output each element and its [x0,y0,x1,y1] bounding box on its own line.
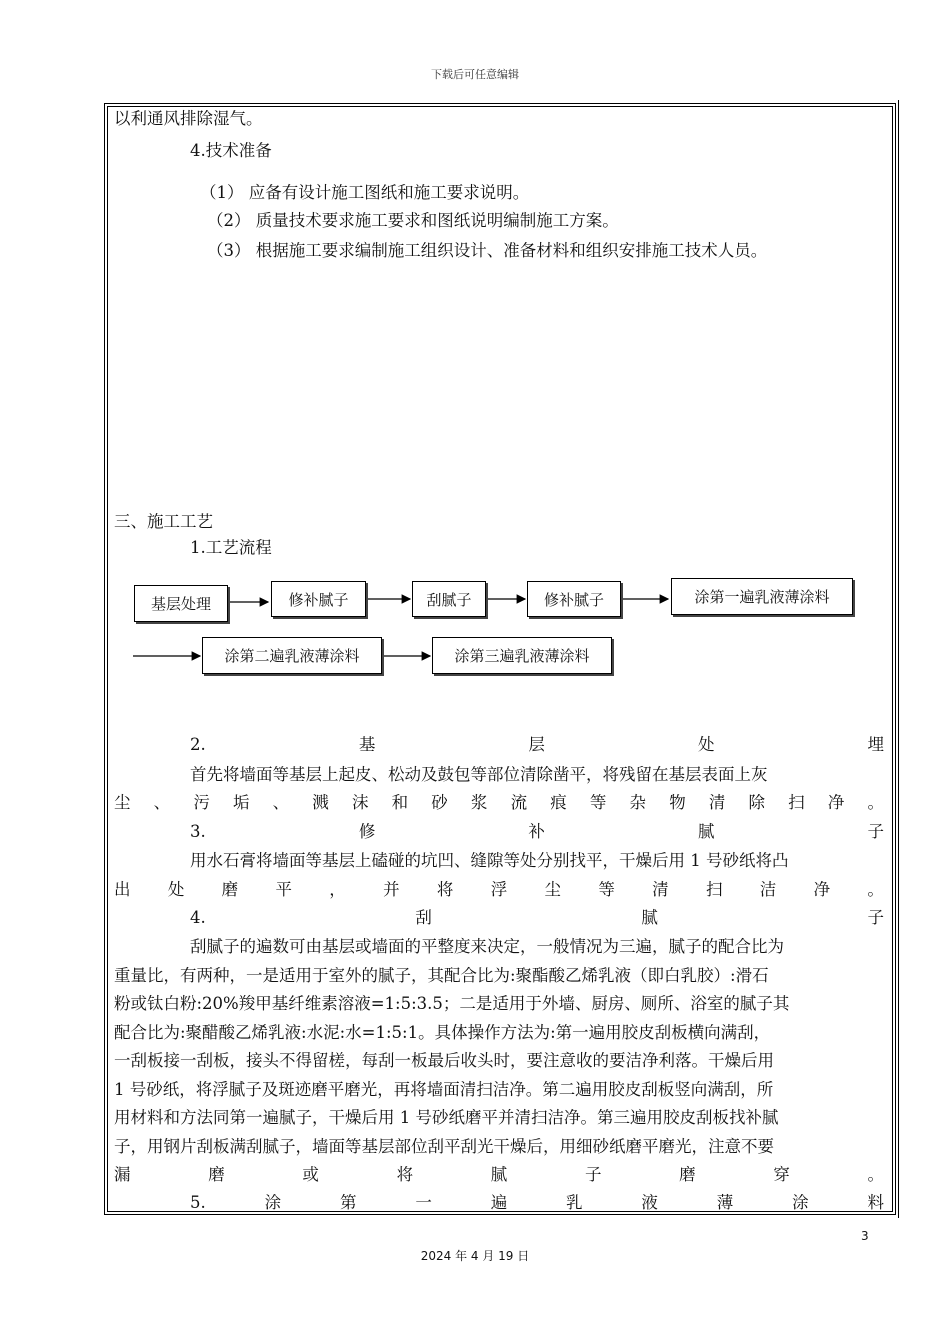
step2-line-2: 尘 、 污 垢 、 溅 沫 和 砂 浆 流 痕 等 杂 物 清 除 扫 净 。 [114,793,884,812]
step4-line-9: 漏 磨 或 将 腻 子 磨 穿 。 [114,1165,884,1184]
section-title: 三、施工工艺 [114,512,213,531]
footer-date: 2024 年 4 月 19 日 [420,1249,530,1263]
carry-line: 以利通风排除湿气。 [114,109,263,128]
step4-line-6: 1 号砂纸，将浮腻子及斑迹磨平磨光，再将墙面清扫洁净。第二遍用胶皮刮板竖向满刮，所 [114,1080,774,1099]
flow-step-5: 涂第一遍乳液薄涂料 [671,578,853,615]
step5-heading: 5. 涂 第 一 遍 乳 液 薄 涂 料 [190,1193,884,1212]
step2-line-1: 首先将墙面等基层上起皮、松动及鼓包等部位清除凿平，将残留在基层表面上灰 [190,765,768,784]
tech-prep-heading: 4.技术准备 [190,141,272,160]
step4-heading: 4. 刮 腻 子 [190,908,884,927]
flow-step-1: 基层处理 [134,585,228,622]
step4-line-8: 子，用钢片刮板满刮腻子，墙面等基层部位刮平刮光干燥后，用细砂纸磨平磨光，注意不要 [114,1137,774,1156]
flow-step-2: 修补腻子 [271,581,366,617]
flow-step-3: 刮腻子 [412,581,486,617]
flow-step-6: 涂第二遍乳液薄涂料 [202,637,382,674]
page-header: 下载后可任意编辑 [431,68,519,81]
step4-line-4: 配合比为:聚醋酸乙烯乳液:水泥:水=1:5:1。具体操作方法为:第一遍用胶皮刮板横向满刮， [114,1023,771,1042]
step3-line-2: 出 处 磨 平 ， 并 将 浮 尘 等 清 扫 洁 净 。 [114,880,884,899]
page-number: 3 [861,1229,869,1243]
step4-line-1: 刮腻子的遍数可由基层或墙面的平整度来决定，一般情况为三遍，腻子的配合比为 [190,937,784,956]
tech-item-2: （2） 质量技术要求施工要求和图纸说明编制施工方案。 [207,211,619,230]
tech-item-3: （3） 根据施工要求编制施工组织设计、准备材料和组织安排施工技术人员。 [207,241,768,260]
step4-line-2: 重量比，有两种，一是适用于室外的腻子，其配合比为:聚酯酸乙烯乳液（即白乳胶）:滑石 [114,966,769,985]
step4-line-5: 一刮板接一刮板，接头不得留槎，每刮一板最后收头时，要注意收的要洁净利落。干燥后用 [114,1051,774,1070]
step4-line-7: 用材料和方法同第一遍腻子，干燥后用 1 号砂纸磨平并清扫洁净。第三遍用胶皮刮板找补腻 [114,1108,779,1127]
step3-line-1: 用水石膏将墙面等基层上磕碰的坑凹、缝隙等处分别找平，干燥后用 1 号砂纸将凸 [190,851,789,870]
flow-heading: 1.工艺流程 [190,538,272,557]
step3-heading: 3. 修 补 腻 子 [190,822,884,841]
step2-heading: 2. 基 层 处 埋 [190,735,884,754]
tech-item-1: （1） 应备有设计施工图纸和施工要求说明。 [200,183,530,202]
step4-line-3: 粉或钛白粉:20%羧甲基纤维素溶液=1:5:3.5；二是适用于外墙、厨房、厕所、浴室的腻子其 [114,994,790,1013]
flow-step-7: 涂第三遍乳液薄涂料 [432,637,612,674]
flow-step-4: 修补腻子 [527,581,621,617]
